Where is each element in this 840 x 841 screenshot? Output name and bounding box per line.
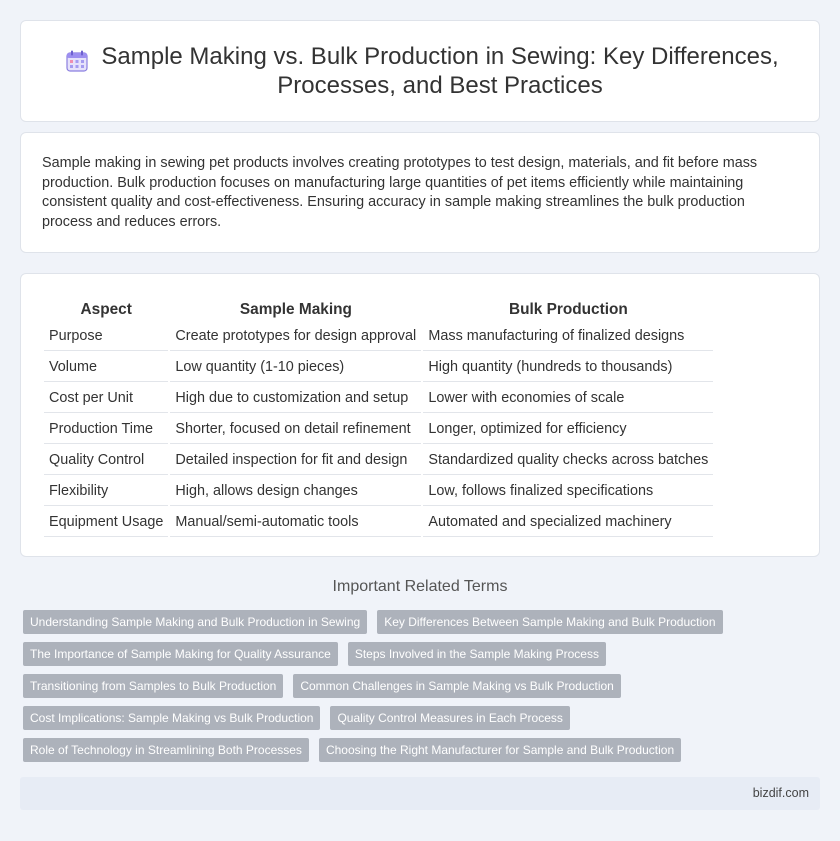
table-cell: High quantity (hundreds to thousands) bbox=[423, 353, 713, 382]
table-header-row bbox=[44, 296, 713, 320]
footer bbox=[20, 777, 820, 810]
page-title: Sample Making vs. Bulk Production in Sewing: Key Differences, Processes, and Best Practices bbox=[101, 43, 779, 99]
comparison-table-card bbox=[20, 273, 820, 557]
comparison-table bbox=[42, 294, 715, 539]
table-cell: Low quantity (1-10 pieces) bbox=[170, 353, 421, 382]
column-header-bulk-production: Bulk Production bbox=[508, 300, 628, 318]
related-term-link[interactable]: Cost Implications: Sample Making vs Bulk Production bbox=[23, 706, 320, 730]
table-cell: Equipment Usage bbox=[44, 508, 168, 537]
table-row bbox=[44, 384, 713, 413]
related-term-link[interactable]: Common Challenges in Sample Making vs Bulk Production bbox=[293, 674, 620, 698]
related-terms-heading: Important Related Terms bbox=[332, 578, 508, 595]
table-cell: Longer, optimized for efficiency bbox=[423, 415, 713, 444]
table-cell: Flexibility bbox=[44, 477, 168, 506]
related-term-link[interactable]: Choosing the Right Manufacturer for Sample and Bulk Production bbox=[319, 738, 681, 762]
table-cell: Lower with economies of scale bbox=[423, 384, 713, 413]
related-term-link[interactable]: Role of Technology in Streamlining Both Processes bbox=[23, 738, 309, 762]
table-cell: Mass manufacturing of finalized designs bbox=[423, 322, 713, 351]
header-card bbox=[20, 20, 820, 122]
table-cell: Cost per Unit bbox=[44, 384, 168, 413]
table-cell: Quality Control bbox=[44, 446, 168, 475]
table-row bbox=[44, 322, 713, 351]
column-header-sample-making: Sample Making bbox=[239, 300, 352, 318]
related-term-link[interactable]: Quality Control Measures in Each Process bbox=[330, 706, 569, 730]
table-cell: Shorter, focused on detail refinement bbox=[170, 415, 421, 444]
table-cell: Low, follows finalized specifications bbox=[423, 477, 713, 506]
column-header-aspect: Aspect bbox=[80, 300, 132, 318]
table-row bbox=[44, 446, 713, 475]
table-cell: Production Time bbox=[44, 415, 168, 444]
table-cell: Manual/semi-automatic tools bbox=[170, 508, 421, 537]
related-term-link[interactable]: Transitioning from Samples to Bulk Production bbox=[23, 674, 283, 698]
table-cell: Automated and specialized machinery bbox=[423, 508, 713, 537]
table-cell: Volume bbox=[44, 353, 168, 382]
table-cell: Purpose bbox=[44, 322, 168, 351]
table-cell: Detailed inspection for fit and design bbox=[170, 446, 421, 475]
related-terms-list bbox=[20, 610, 820, 762]
related-term-link[interactable]: Understanding Sample Making and Bulk Production in Sewing bbox=[23, 610, 367, 634]
related-term-link[interactable]: The Importance of Sample Making for Quality Assurance bbox=[23, 642, 338, 666]
table-cell: Create prototypes for design approval bbox=[170, 322, 421, 351]
table-cell: High, allows design changes bbox=[170, 477, 421, 506]
related-term-link[interactable]: Steps Involved in the Sample Making Process bbox=[348, 642, 606, 666]
intro-paragraph: Sample making in sewing pet products involves creating prototypes to test design, materials, and fit before mass production. Bulk production focuses on manufacturing large quantities of pet items efficiently while maintaining consistent quality and cost-effectiveness. Ensuring accuracy in sample making streamlines the bulk production process and reduces errors. bbox=[42, 155, 758, 230]
table-row bbox=[44, 508, 713, 537]
table-row bbox=[44, 353, 713, 382]
related-term-link[interactable]: Key Differences Between Sample Making and Bulk Production bbox=[377, 610, 722, 634]
table-cell: High due to customization and setup bbox=[170, 384, 421, 413]
table-cell: Standardized quality checks across batches bbox=[423, 446, 713, 475]
site-link[interactable]: bizdif.com bbox=[752, 786, 809, 800]
table-row bbox=[44, 477, 713, 506]
table-row bbox=[44, 415, 713, 444]
intro-card bbox=[20, 132, 820, 253]
